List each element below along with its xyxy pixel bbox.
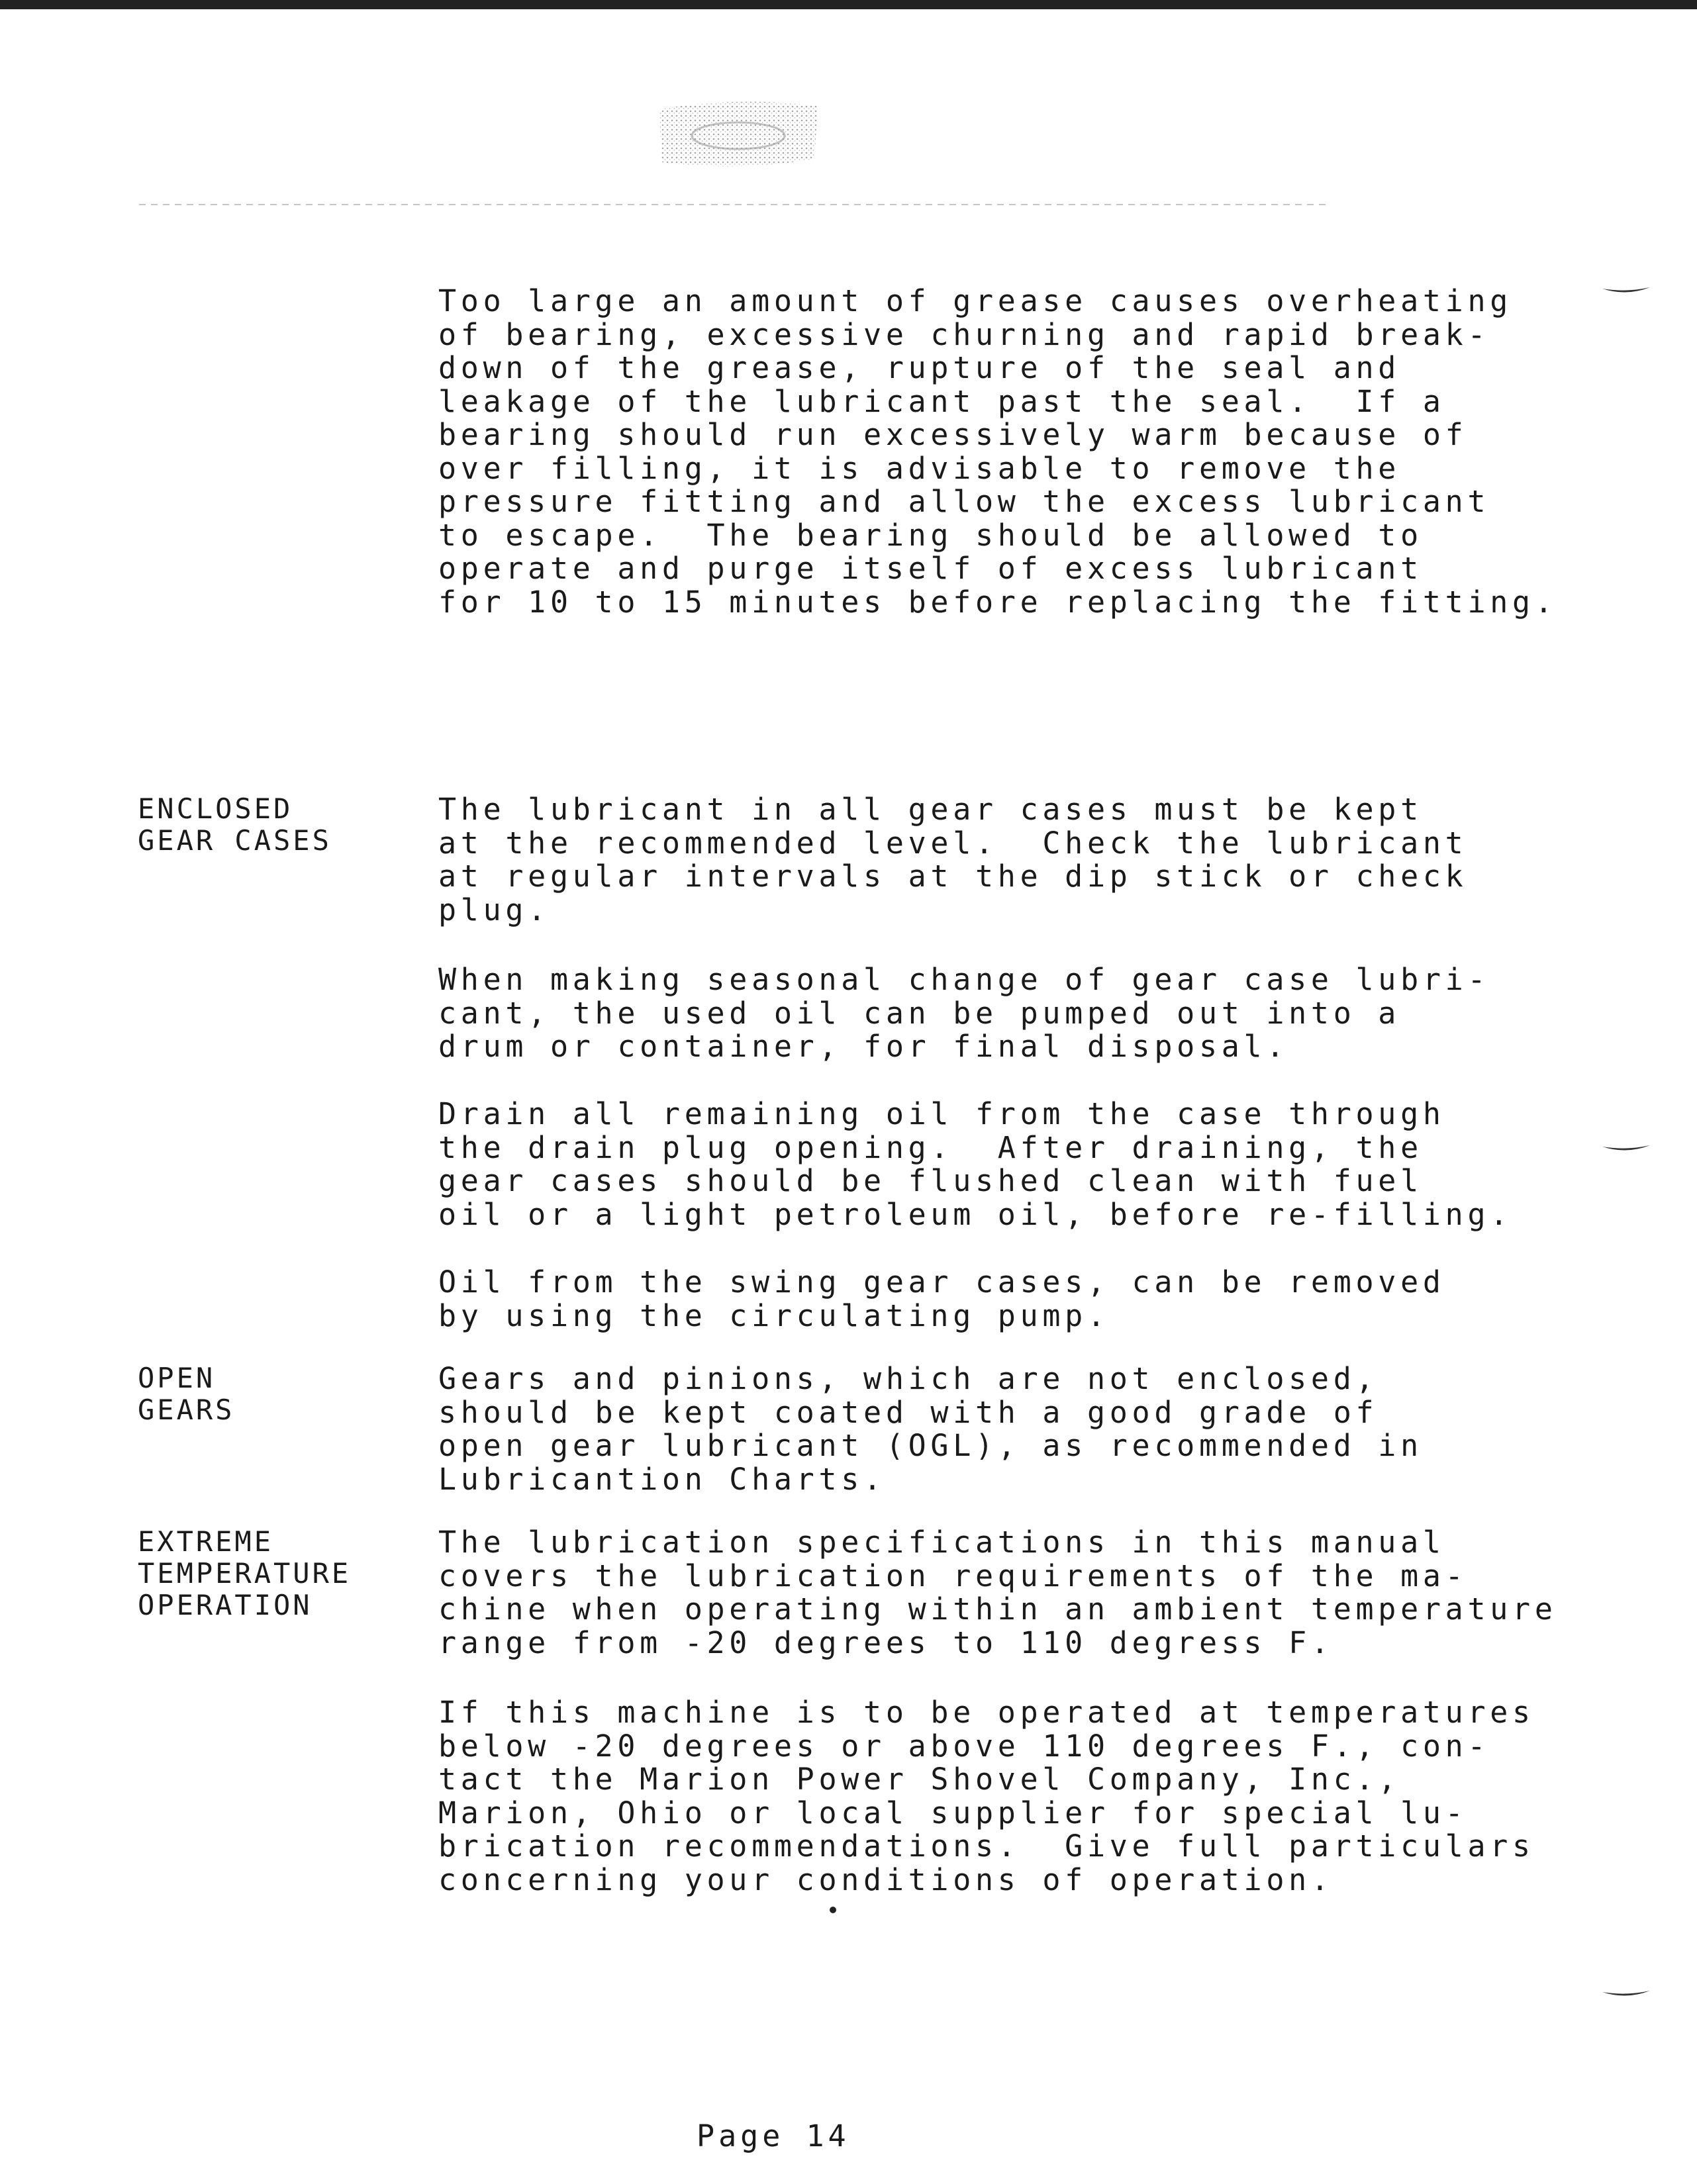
intro-paragraph: Too large an amount of grease causes overheating of bearing, excessive churning and rapid break- down of the grease, rupture of the seal and leakage of the lubricant past the seal. If a bearing should run excessively warm because of over filling, it is advisable to remove the pressure fitting and allow the excess lubricant to escape. The bearing should be allowed to operate and purge itself of excess lubricant for 10 to 15 minutes before replacing the fitting. (438, 283, 1557, 620)
open-gears-paragraph: Gears and pinions, which are not enclosed, should be kept coated with a good grade of open gear lubricant (OGL), as recommended in Lubricantion Charts. (438, 1361, 1423, 1497)
section-heading-open-gears: OPEN GEARS (138, 1362, 235, 1426)
faded-company-logo-icon (652, 96, 824, 175)
section-heading-extreme-temperature-operation: EXTREME TEMPERATURE OPERATION (138, 1525, 352, 1621)
header-divider (139, 204, 1331, 205)
top-border-rule (0, 0, 1697, 9)
page-number: Page 14 (697, 2118, 850, 2154)
extreme-temperature-paragraph-1: The lubrication specifications in this manual covers the lubrication requirements of the ma- chine when operating within an ambient temperature range from -20 degrees to 110 degress F. (438, 1525, 1557, 1660)
margin-hole-mark (1602, 1989, 1650, 1999)
margin-hole-mark (1602, 1144, 1650, 1153)
margin-hole-mark (1602, 286, 1650, 295)
enclosed-gear-cases-paragraph-2: When making seasonal change of gear case lubri- cant, the used oil can be pumped out into a drum or container, for final disposal. (438, 962, 1490, 1064)
stray-ink-dot (830, 1907, 836, 1913)
enclosed-gear-cases-paragraph-1: The lubricant in all gear cases must be kept at the recommended level. Check the lubricant at regular intervals at the dip stick or check plug. (438, 792, 1468, 927)
section-heading-enclosed-gear-cases: ENCLOSED GEAR CASES (138, 792, 332, 857)
enclosed-gear-cases-paragraph-3: Drain all remaining oil from the case through the drain plug opening. After draining, the gear cases should be flushed clean with fuel oil or a light petroleum oil, before re-filling. (438, 1096, 1513, 1232)
enclosed-gear-cases-paragraph-4: Oil from the swing gear cases, can be removed by using the circulating pump. (438, 1264, 1445, 1333)
extreme-temperature-paragraph-2: If this machine is to be operated at temperatures below -20 degrees or above 110 degrees F., con- tact the Marion Power Shovel Company, Inc., Marion, Ohio or local supplier for special lu- brication recommendations. Give full particulars concerning your conditions of operation. (438, 1695, 1535, 1897)
